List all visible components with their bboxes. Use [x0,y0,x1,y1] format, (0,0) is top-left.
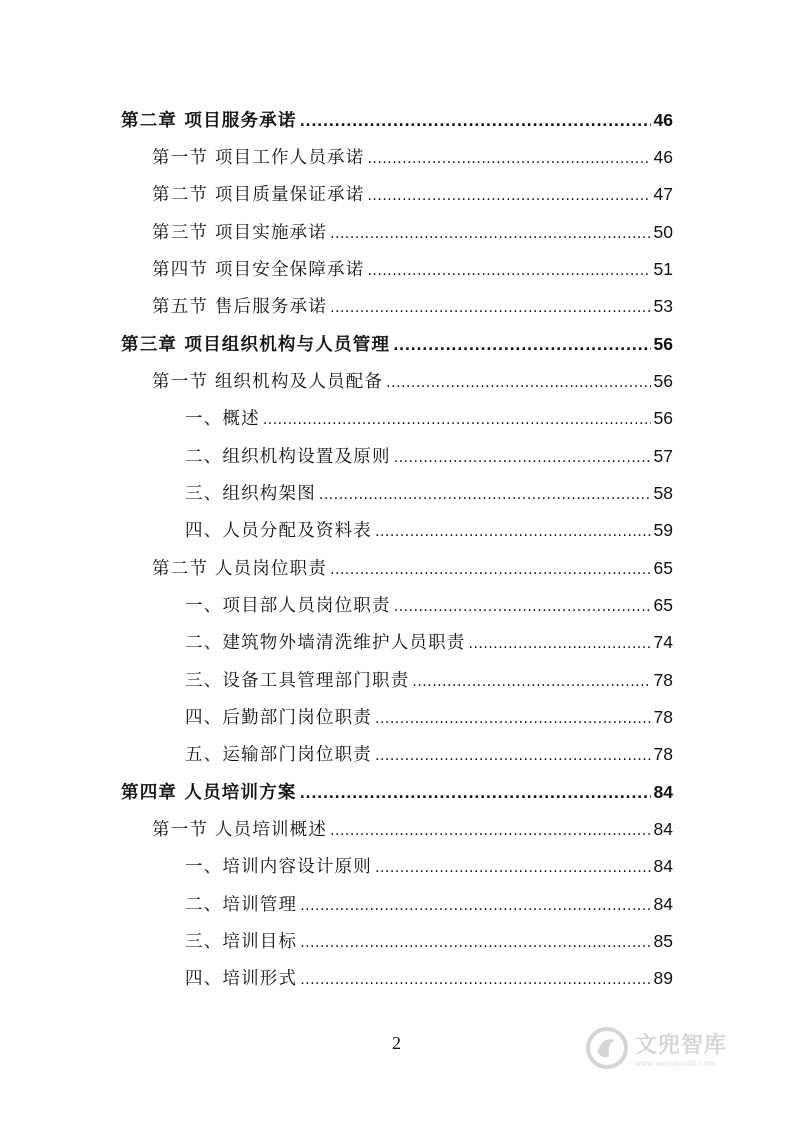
toc-entry-page: 65 [653,595,673,615]
watermark-url: www.wendoulib.com [635,1059,716,1068]
toc-leader-dots [386,368,650,398]
toc-entry-title: 二、建筑物外墙清洗维护人员职责 [185,633,466,653]
toc-entry[interactable] [121,777,673,807]
toc-entry[interactable] [185,478,673,508]
toc-leader-dots [394,443,651,473]
toc-entry-page: 57 [653,446,673,466]
toc-entry-page: 47 [653,184,673,204]
toc-entry-title: 四、人员分配及资料表 [185,521,372,541]
toc-leader-dots [300,779,651,809]
toc-entry-title: 二、组织机构设置及原则 [185,447,391,467]
toc-leader-dots [330,293,650,323]
toc-entry[interactable] [185,665,673,695]
wendou-logo-icon [585,1026,629,1070]
toc-entry-title: 四、后勤部门岗位职责 [185,708,372,728]
toc-leader-dots [330,816,650,846]
toc-leader-dots [330,555,650,585]
toc-leader-dots [412,667,650,697]
toc-entry[interactable] [185,515,673,545]
toc-leader-dots [300,891,650,921]
toc-entry-page: 65 [653,558,673,578]
toc-entry-page: 56 [653,408,673,428]
toc-entry-title: 三、培训目标 [185,932,298,952]
toc-entry[interactable] [152,814,673,844]
toc-entry[interactable] [152,291,673,321]
toc-entry-page: 50 [653,222,673,242]
toc-entry-title: 第二章 项目服务承诺 [121,111,297,131]
toc-entry[interactable] [152,142,673,172]
toc-entry-page: 59 [653,520,673,540]
toc-entry[interactable] [185,702,673,732]
toc-entry-page: 84 [653,819,673,839]
toc-leader-dots [375,853,651,883]
toc-entry-title: 第一节 组织机构及人员配备 [152,372,384,392]
toc-entry[interactable] [185,739,673,769]
toc-leader-dots [300,928,650,958]
toc-entry-page: 46 [653,147,673,167]
toc-entry-page: 51 [653,259,673,279]
toc-entry-title: 四、培训形式 [185,969,298,989]
toc-entry[interactable] [152,366,673,396]
toc-leader-dots [330,219,650,249]
toc-entry-title: 第二节 人员岗位职责 [152,559,328,579]
toc-entry-title: 五、运输部门岗位职责 [185,745,372,765]
toc-entry-title: 第五节 售后服务承诺 [152,297,328,317]
toc-entry[interactable] [185,926,673,956]
toc-entry-page: 74 [653,632,673,652]
toc-entry[interactable] [185,963,673,993]
toc-leader-dots [375,704,651,734]
toc-entry[interactable] [185,851,673,881]
toc-entry[interactable] [152,217,673,247]
toc-leader-dots [367,144,650,174]
toc-entry[interactable] [185,403,673,433]
watermark [585,1018,765,1078]
toc-leader-dots [367,256,650,286]
page-number: 2 [392,1033,401,1053]
toc-entry[interactable] [152,254,673,284]
toc-entry-page: 78 [653,744,673,764]
toc-entry-page: 56 [653,371,673,391]
toc-entry-page: 89 [653,968,673,988]
toc-entry-title: 第三节 项目实施承诺 [152,223,328,243]
toc-entry-page: 46 [653,110,673,130]
toc-entry[interactable] [185,590,673,620]
toc-leader-dots [469,629,651,659]
toc-entry[interactable] [185,627,673,657]
toc-entry-title: 一、培训内容设计原则 [185,857,372,877]
toc-entry-title: 第三章 项目组织机构与人员管理 [121,335,391,355]
toc-entry-page: 84 [653,782,673,802]
toc-entry[interactable] [185,889,673,919]
toc-entry-title: 第四节 项目安全保障承诺 [152,260,365,280]
toc-entry-page: 53 [653,296,673,316]
toc-leader-dots [319,480,651,510]
toc-entry-page: 56 [653,334,673,354]
toc-entry[interactable] [185,441,673,471]
toc-entry[interactable] [152,179,673,209]
toc-entry-page: 58 [653,483,673,503]
toc-entry-page: 78 [653,670,673,690]
toc-entry-title: 第四章 人员培训方案 [121,783,297,803]
toc-entry[interactable] [152,553,673,583]
toc-leader-dots [394,592,651,622]
toc-entry-title: 第二节 项目质量保证承诺 [152,185,365,205]
toc-entry[interactable] [121,105,673,135]
watermark-name: 文兜智库 [635,1033,728,1058]
toc-entry-title: 第一节 人员培训概述 [152,820,328,840]
toc-leader-dots [393,331,650,361]
toc-entry-title: 第一节 项目工作人员承诺 [152,148,365,168]
toc-entry-page: 84 [653,894,673,914]
toc-entry-title: 三、组织构架图 [185,484,316,504]
toc-entry[interactable] [121,329,673,359]
toc-entry-page: 85 [653,931,673,951]
toc-entry-page: 78 [653,707,673,727]
toc-leader-dots [367,181,650,211]
toc-leader-dots [375,741,651,771]
toc-entry-title: 一、项目部人员岗位职责 [185,596,391,616]
toc-entry-title: 三、设备工具管理部门职责 [185,671,410,691]
toc-entry-page: 84 [653,856,673,876]
toc-leader-dots [375,517,651,547]
toc-leader-dots [300,107,651,137]
toc-leader-dots [263,405,651,435]
toc-leader-dots [300,965,650,995]
toc-entry-title: 一、概述 [185,409,260,429]
toc-entry-title: 二、培训管理 [185,895,298,915]
